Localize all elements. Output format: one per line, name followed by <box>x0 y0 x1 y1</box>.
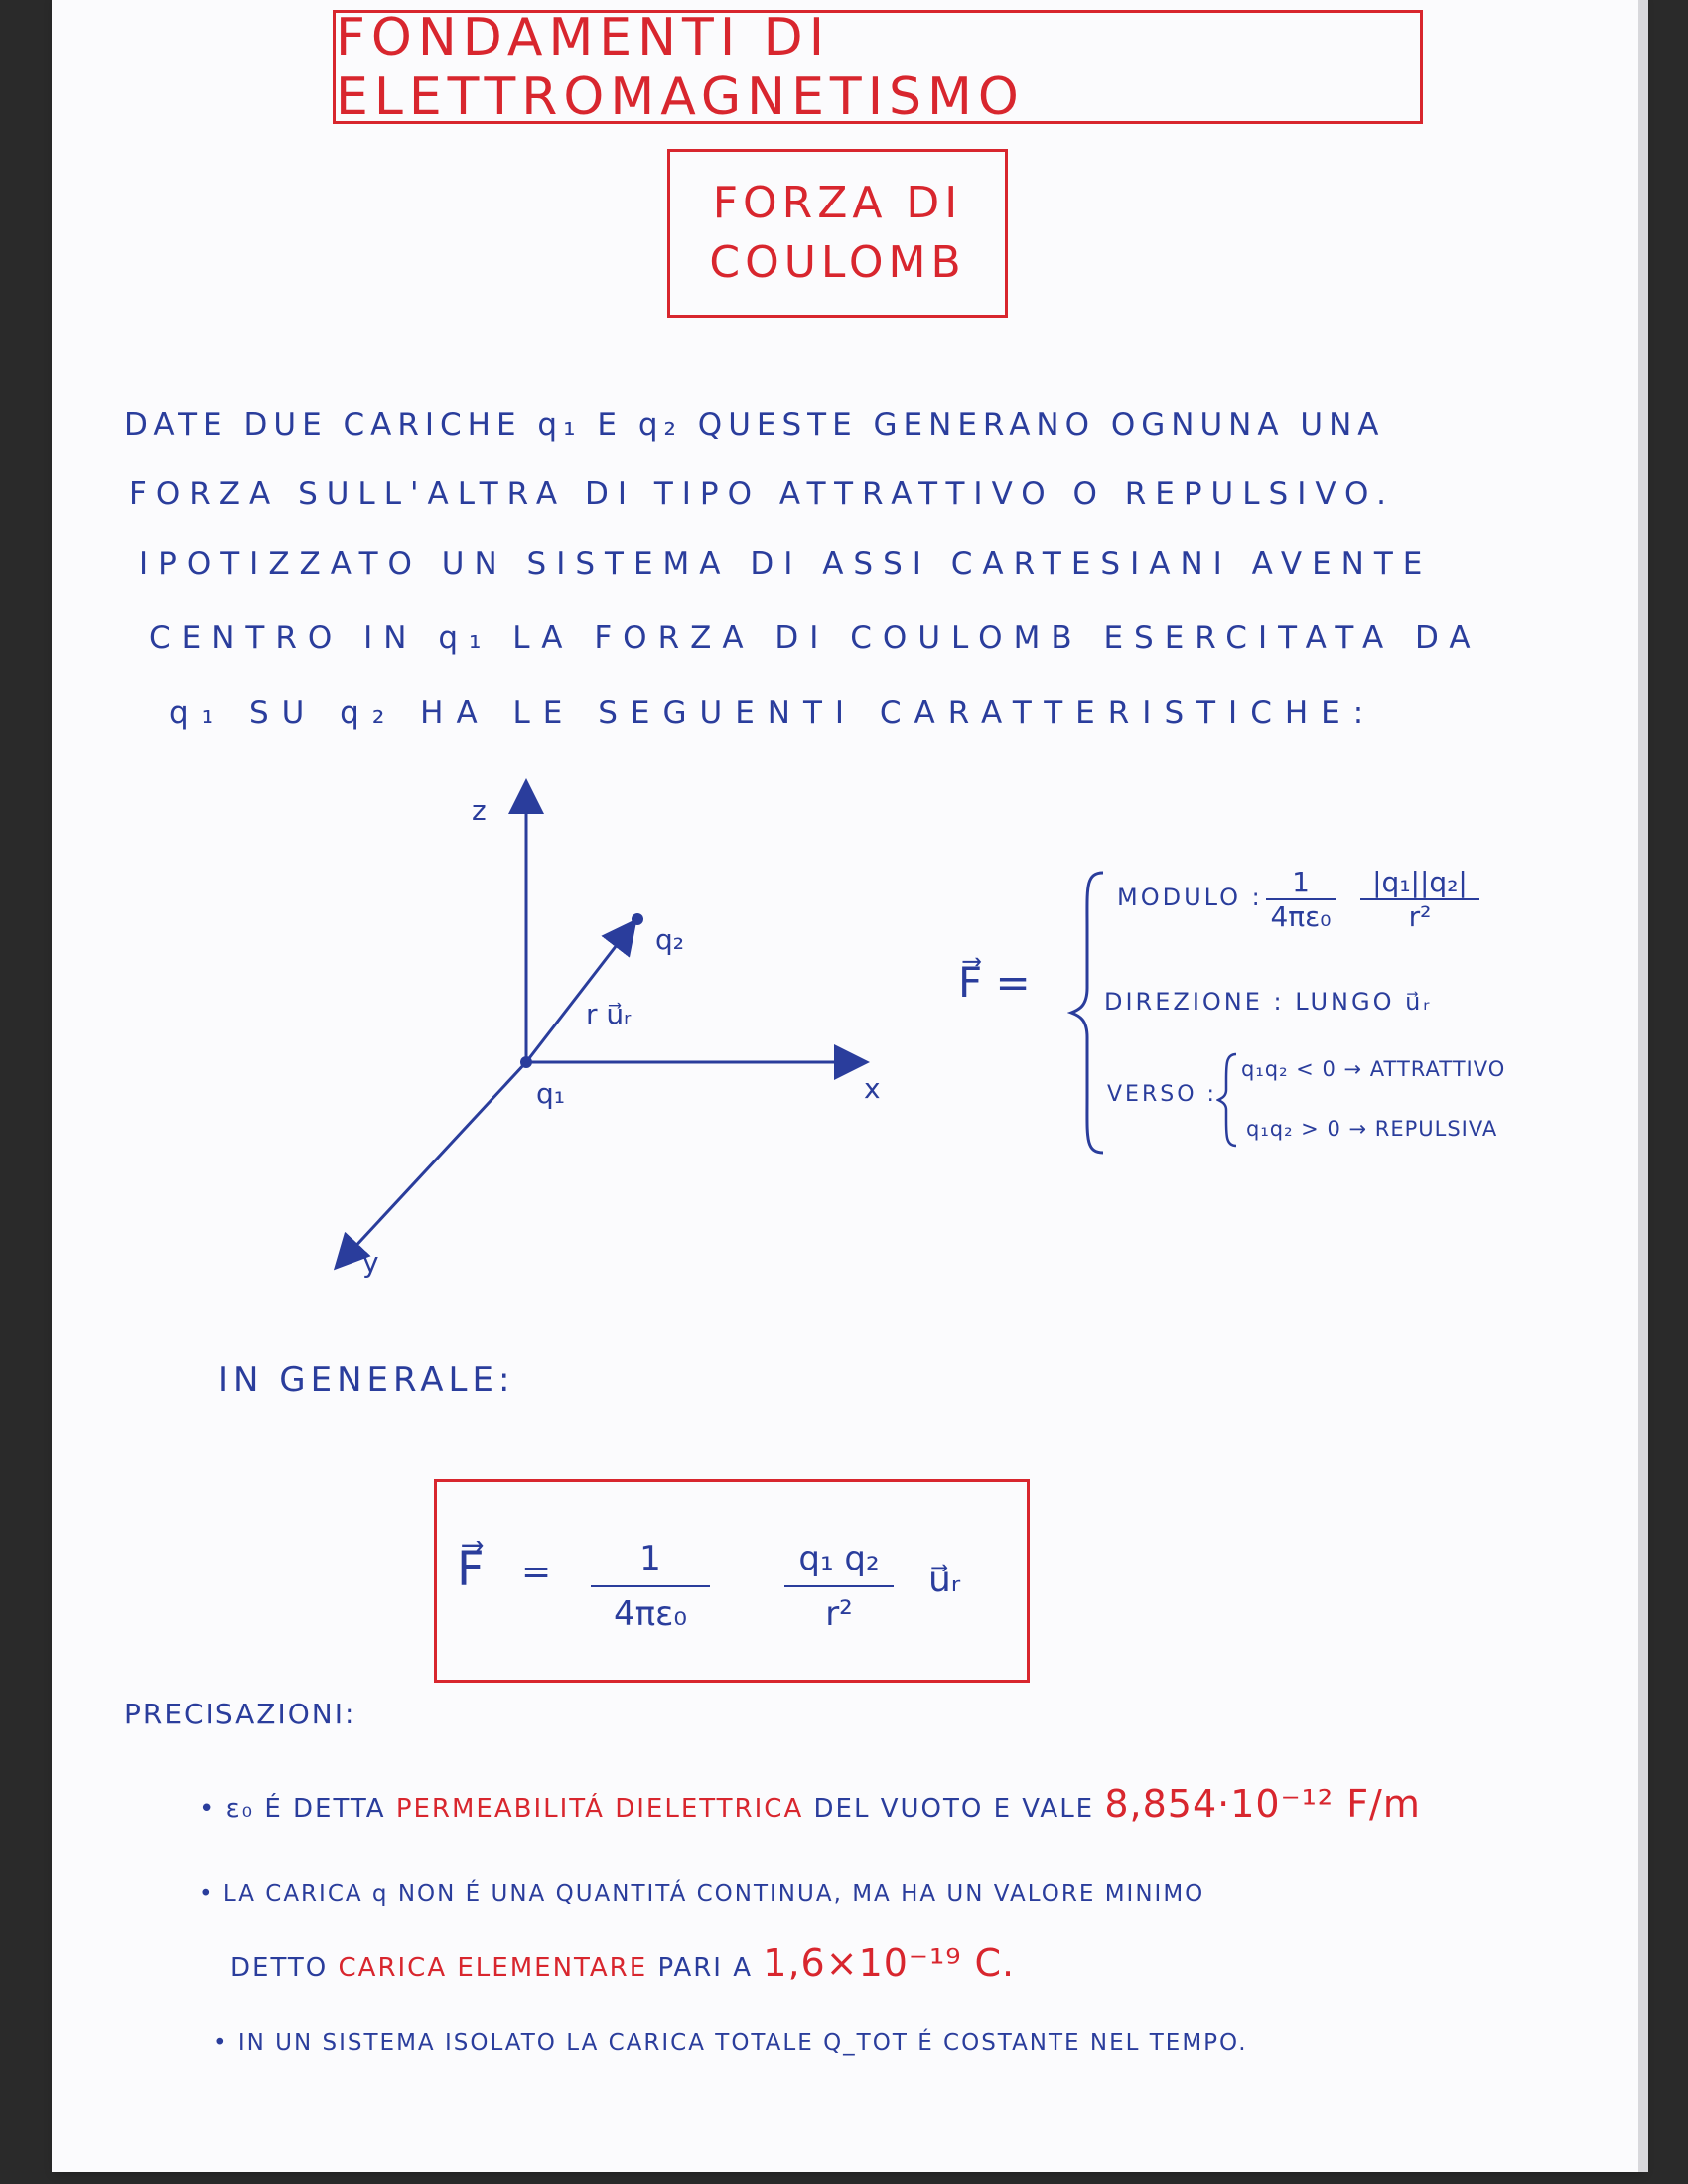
force-brace <box>1067 869 1107 1157</box>
x-axis-label: x <box>864 1072 881 1105</box>
note-permittivity <box>199 1782 1421 1826</box>
vector-label: r u⃗ᵣ <box>586 998 632 1030</box>
formula-den1: 4πε₀ <box>591 1585 710 1641</box>
modulo-den1: 4πε₀ <box>1266 898 1336 933</box>
q1-label: q₁ <box>536 1077 565 1110</box>
section-title-line1: FORZA DI <box>712 178 963 228</box>
axes-diagram <box>298 764 973 1300</box>
note2-highlight: CARICA ELEMENTARE <box>338 1953 648 1982</box>
note2-detto: DETTO <box>230 1953 329 1982</box>
verso-label: VERSO : <box>1107 1082 1217 1107</box>
force-lhs: F⃗ = <box>958 958 1031 1007</box>
modulo-label: MODULO : <box>1117 884 1263 911</box>
note-elementary-charge: • LA CARICA q NON É UNA QUANTITÁ CONTINUA, MA HA UN VALORE MINIMO <box>199 1881 1205 1907</box>
note1-continuation: DEL VUOTO E VALE <box>813 1794 1095 1824</box>
modulo-fraction-1 <box>1266 866 1336 933</box>
y-axis-label: y <box>362 1246 379 1279</box>
note1-value: 8,854·10⁻¹² F/m <box>1104 1782 1421 1826</box>
direzione-text: DIREZIONE : LUNGO u⃗ᵣ <box>1104 988 1433 1016</box>
formula-equals: = <box>521 1552 552 1592</box>
modulo-num2: |q₁||q₂| <box>1372 866 1468 898</box>
formula-num1: 1 <box>639 1539 661 1578</box>
formula-fraction-2 <box>784 1532 894 1641</box>
paragraph-line-3: IPOTIZZATO UN SISTEMA DI ASSI CARTESIANI AVENTE <box>139 546 1433 582</box>
formula-unit-vector: u⃗ᵣ <box>928 1560 961 1600</box>
section-title <box>667 149 1008 318</box>
paragraph-line-1: DATE DUE CARICHE q₁ E q₂ QUESTE GENERANO OGNUNA UNA <box>124 407 1385 443</box>
note-charge-conservation: • IN UN SISTEMA ISOLATO LA CARICA TOTALE Q_TOT É COSTANTE NEL TEMPO. <box>213 2030 1248 2056</box>
q2-label: q₂ <box>655 923 684 956</box>
formula-num2: q₁ q₂ <box>798 1539 880 1578</box>
modulo-num1: 1 <box>1292 866 1310 898</box>
verso-brace <box>1216 1050 1238 1150</box>
z-axis-label: z <box>472 794 487 827</box>
verso-attrattivo: q₁q₂ < 0 → ATTRATTIVO <box>1241 1057 1506 1081</box>
modulo-den2: r² <box>1360 898 1479 933</box>
paragraph-line-5: q₁ SU q₂ HA LE SEGUENTI CARATTERISTICHE: <box>169 695 1377 731</box>
note1-intro: • ε₀ É DETTA <box>199 1794 386 1824</box>
note2-value: 1,6×10⁻¹⁹ C. <box>763 1941 1016 1984</box>
paragraph-line-2: FORZA SULL'ALTRA DI TIPO ATTRATTIVO O REPULSIVO. <box>129 477 1395 512</box>
q1-point <box>520 1056 532 1068</box>
modulo-fraction-2 <box>1360 866 1479 933</box>
note2-pari: PARI A <box>657 1953 754 1982</box>
page-edge <box>1638 0 1648 2172</box>
page-title <box>333 7 1423 127</box>
formula-fraction-1 <box>591 1532 710 1641</box>
verso-repulsiva: q₁q₂ > 0 → REPULSIVA <box>1246 1117 1498 1141</box>
y-axis <box>338 1062 526 1266</box>
paragraph-line-4: CENTRO IN q₁ LA FORZA DI COULOMB ESERCITATA DA <box>149 620 1481 656</box>
formula-lhs: F⃗ <box>457 1542 485 1597</box>
notes-heading: PRECISAZIONI: <box>124 1698 356 1730</box>
position-vector <box>526 923 633 1062</box>
formula-den2: r² <box>784 1585 894 1641</box>
note-elementary-charge-2 <box>230 1941 1015 1984</box>
q2-point <box>632 913 643 925</box>
page-title-text: FONDAMENTI DI ELETTROMAGNETISMO <box>336 7 1025 127</box>
coulomb-formula-box <box>434 1479 1030 1683</box>
note1-highlight: PERMEABILITÁ DIELETTRICA <box>395 1794 804 1824</box>
section-title-line2: COULOMB <box>709 237 966 288</box>
general-label: IN GENERALE: <box>218 1360 515 1400</box>
